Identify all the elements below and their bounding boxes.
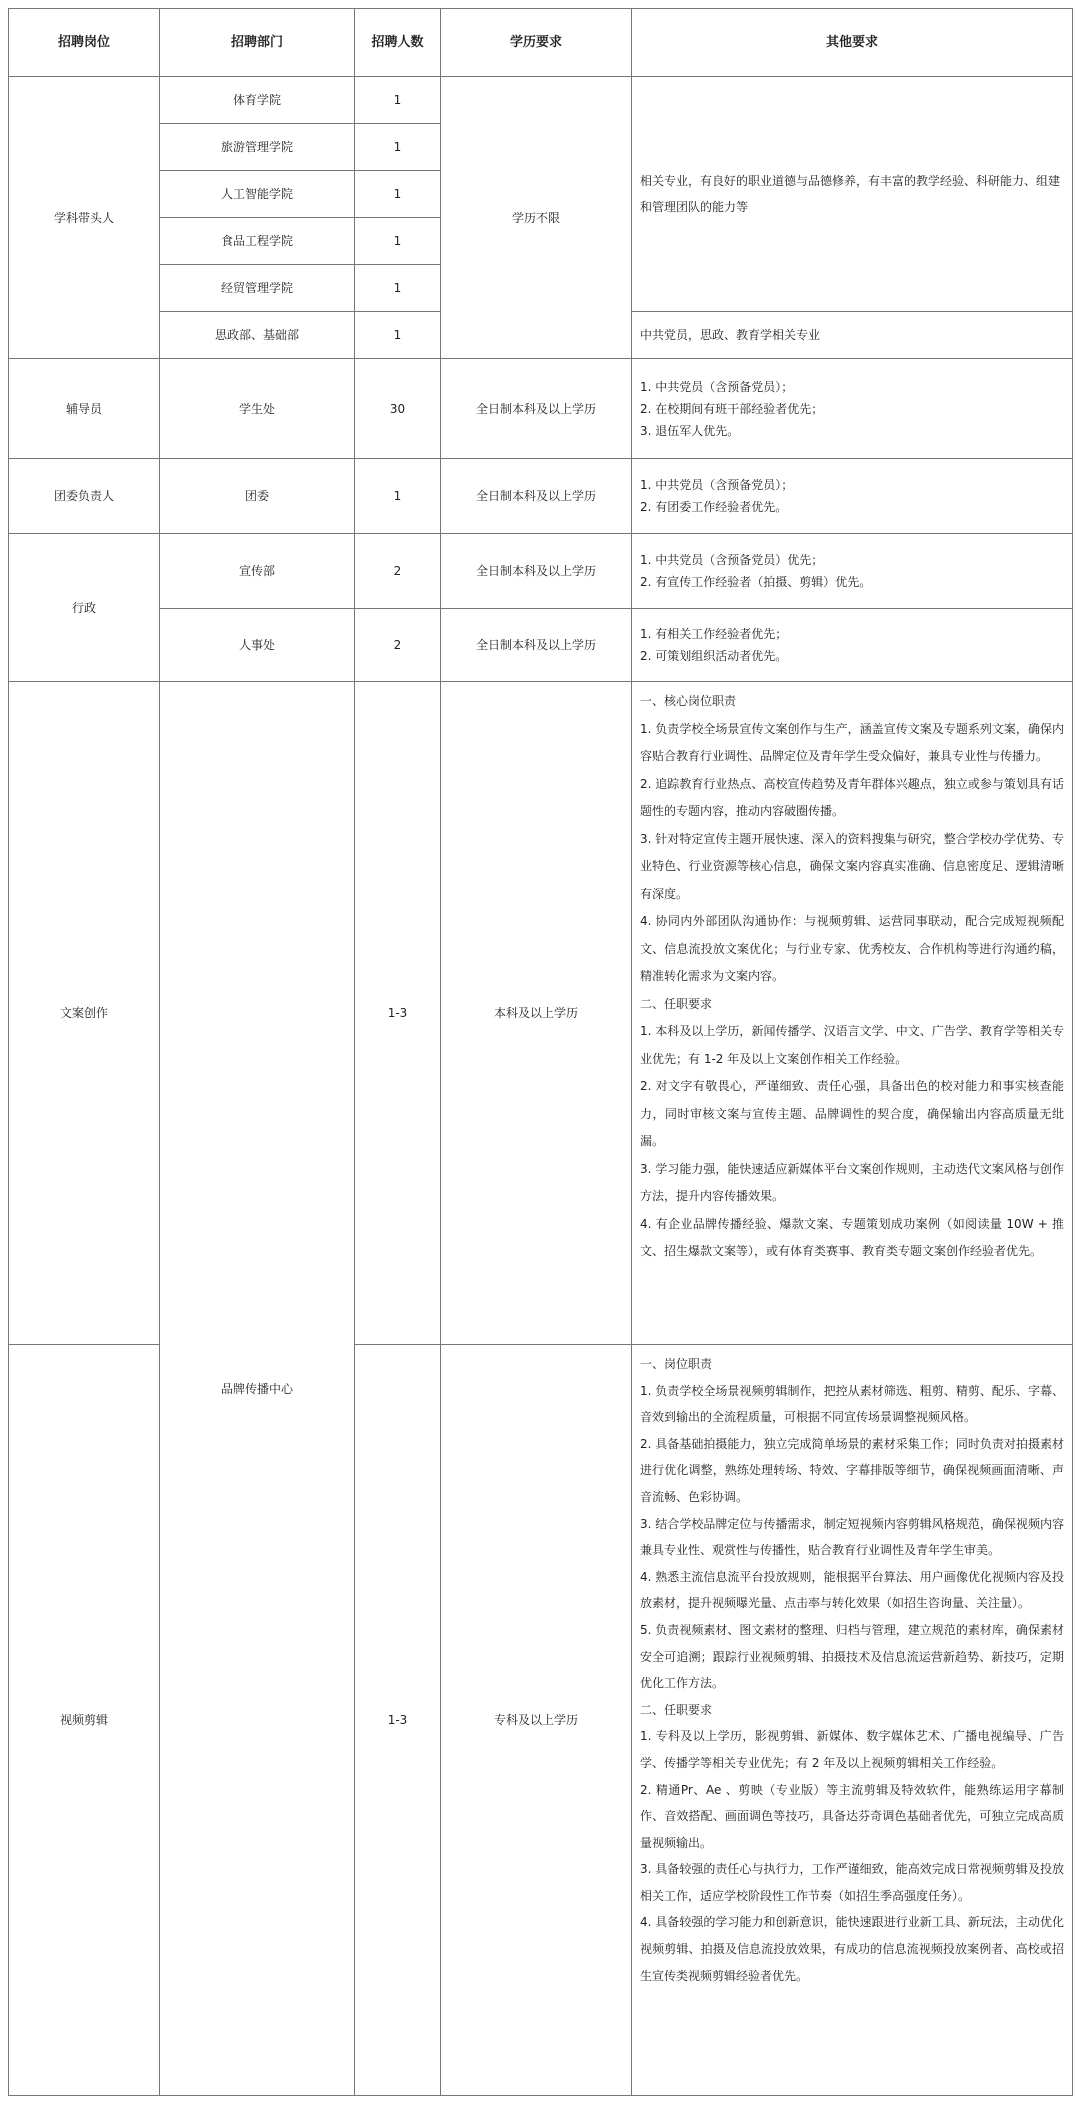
list-item: 2. 有宣传工作经验者（拍摄、剪辑）优先。 xyxy=(640,575,872,589)
copywriting-count: 1-3 xyxy=(355,682,441,1345)
list-item: 2. 对文字有敬畏心，严谨细致、责任心强，具备出色的校对能力和事实核查能力，同时审核文案与宣传主题、品牌调性的契合度，确保输出内容高质量无纰漏。 xyxy=(640,1079,1064,1148)
table-row xyxy=(9,609,1073,682)
league-education: 全日制本科及以上学历 xyxy=(441,459,632,534)
admin-position: 行政 xyxy=(9,534,160,682)
leaders-count-2: 1 xyxy=(355,171,441,218)
leaders-count-1: 1 xyxy=(355,124,441,171)
admin-dept-0: 宣传部 xyxy=(160,534,355,609)
list-item: 4. 协同内外部团队沟通协作：与视频剪辑、运营同事联动，配合完成短视频配文、信息流投放文案优化；与行业专家、优秀校友、合作机构等进行沟通约稿，精准转化需求为文案内容。 xyxy=(640,914,1064,983)
recruitment-table xyxy=(8,8,1073,2096)
counselor-education: 全日制本科及以上学历 xyxy=(441,359,632,459)
leaders-dept-1: 旅游管理学院 xyxy=(160,124,355,171)
league-other xyxy=(632,459,1073,534)
leaders-count-4: 1 xyxy=(355,265,441,312)
header-other: 其他要求 xyxy=(632,9,1073,77)
list-item: 3. 结合学校品牌定位与传播需求，制定短视频内容剪辑风格规范，确保视频内容兼具专业性、观赏性与传播性，贴合教育行业调性及青年学生审美。 xyxy=(640,1516,1064,1558)
admin-other-0 xyxy=(632,534,1073,609)
counselor-department: 学生处 xyxy=(160,359,355,459)
counselor-count: 30 xyxy=(355,359,441,459)
list-item: 1. 本科及以上学历，新闻传播学、汉语言文学、中文、广告学、教育学等相关专业优先；有 1-2 年及以上文案创作相关工作经验。 xyxy=(640,1024,1064,1066)
list-item: 1. 专科及以上学历，影视剪辑、新媒体、数字媒体艺术、广播电视编导、广告学、传播学等相关专业优先；有 2 年及以上视频剪辑相关工作经验。 xyxy=(640,1729,1064,1770)
video-count: 1-3 xyxy=(355,1345,441,2096)
admin-count-0: 2 xyxy=(355,534,441,609)
list-item: 1. 中共党员（含预备党员）； xyxy=(640,478,794,492)
league-department: 团委 xyxy=(160,459,355,534)
admin-other-1 xyxy=(632,609,1073,682)
table-row xyxy=(9,77,1073,124)
table-row xyxy=(9,534,1073,609)
list-item: 2. 追踪教育行业热点、高校宣传趋势及青年群体兴趣点，独立或参与策划具有话题性的专题内容，推动内容破圈传播。 xyxy=(640,776,1064,818)
list-item: 3. 学习能力强，能快速适应新媒体平台文案创作规则，主动迭代文案风格与创作方法，提升内容传播效果。 xyxy=(640,1161,1064,1203)
list-item: 1. 负责学校全场景宣传文案创作与生产，涵盖宣传文案及专题系列文案，确保内容贴合教育行业调性、品牌定位及青年学生受众偏好，兼具专业性与传播力。 xyxy=(640,721,1064,763)
leaders-other: 相关专业，有良好的职业道德与品德修养，有丰富的教学经验、科研能力、组建和管理团队的能力等 xyxy=(632,77,1073,312)
header-education: 学历要求 xyxy=(441,9,632,77)
leaders-dept-5: 思政部、基础部 xyxy=(160,312,355,359)
leaders-count-5: 1 xyxy=(355,312,441,359)
counselor-other xyxy=(632,359,1073,459)
admin-education-0: 全日制本科及以上学历 xyxy=(441,534,632,609)
list-item: 1. 负责学校全场景视频剪辑制作，把控从素材筛选、粗剪、精剪、配乐、字幕、音效到输出的全流程质量，可根据不同宣传场景调整视频风格。 xyxy=(640,1383,1064,1425)
league-count: 1 xyxy=(355,459,441,534)
leaders-count-3: 1 xyxy=(355,218,441,265)
list-item: 3. 具备较强的责任心与执行力，工作严谨细致，能高效完成日常视频剪辑及投放相关工作，适应学校阶段性工作节奏（如招生季高强度任务）。 xyxy=(640,1862,1064,1903)
list-item: 1. 中共党员（含预备党员）优先； xyxy=(640,553,824,567)
copywriting-position: 文案创作 xyxy=(9,682,160,1345)
table-row xyxy=(9,682,1073,1345)
list-item: 二、任职要求 xyxy=(640,1702,713,1717)
leaders-dept-4: 经贸管理学院 xyxy=(160,265,355,312)
list-item: 5. 负责视频素材、图文素材的整理、归档与管理，建立规范的素材库，确保素材安全可追溯；跟踪行业视频剪辑、拍摄技术及信息流运营新趋势、新技巧，定期优化工作方法。 xyxy=(640,1622,1064,1691)
video-position: 视频剪辑 xyxy=(9,1345,160,2096)
list-item: 2. 在校期间有班干部经验者优先； xyxy=(640,401,824,416)
copywriting-education: 本科及以上学历 xyxy=(441,682,632,1345)
list-item: 2. 有团委工作经验者优先。 xyxy=(640,500,788,514)
list-item: 二、任职要求 xyxy=(640,996,713,1011)
leaders-dept-3: 食品工程学院 xyxy=(160,218,355,265)
leaders-position: 学科带头人 xyxy=(9,77,160,359)
admin-count-1: 2 xyxy=(355,609,441,682)
counselor-position: 辅导员 xyxy=(9,359,160,459)
list-item: 一、核心岗位职责 xyxy=(640,694,737,708)
header-department: 招聘部门 xyxy=(160,9,355,77)
leaders-education: 学历不限 xyxy=(441,77,632,359)
list-item: 3. 退伍军人优先。 xyxy=(640,423,740,438)
list-item: 2. 可策划组织活动者优先。 xyxy=(640,649,788,663)
video-education: 专科及以上学历 xyxy=(441,1345,632,2096)
list-item: 2. 具备基础拍摄能力，独立完成简单场景的素材采集工作；同时负责对拍摄素材进行优化调整，熟练处理转场、特效、字幕排版等细节，确保视频画面清晰、声音流畅、色彩协调。 xyxy=(640,1436,1064,1504)
admin-education-1: 全日制本科及以上学历 xyxy=(441,609,632,682)
league-position: 团委负责人 xyxy=(9,459,160,534)
brand-department: 品牌传播中心 xyxy=(160,682,355,2096)
header-position: 招聘岗位 xyxy=(9,9,160,77)
list-item: 3. 针对特定宣传主题开展快速、深入的资料搜集与研究，整合学校办学优势、专业特色、行业资源等核心信息，确保文案内容真实准确、信息密度足、逻辑清晰有深度。 xyxy=(640,831,1064,901)
list-item: 一、岗位职责 xyxy=(640,1357,713,1371)
leaders-dept-0: 体育学院 xyxy=(160,77,355,124)
leaders-dept-2: 人工智能学院 xyxy=(160,171,355,218)
table-row xyxy=(9,459,1073,534)
video-other xyxy=(632,1345,1073,2096)
copywriting-other xyxy=(632,682,1073,1345)
list-item: 4. 有企业品牌传播经验、爆款文案、专题策划成功案例（如阅读量 10W + 推文、招生爆款文案等），或有体育类赛事、教育类专题文案创作经验者优先。 xyxy=(640,1216,1064,1258)
list-item: 1. 中共党员（含预备党员）； xyxy=(640,379,794,394)
list-item: 1. 有相关工作经验者优先； xyxy=(640,627,788,641)
header-row xyxy=(9,9,1073,77)
list-item: 4. 具备较强的学习能力和创新意识，能快速跟进行业新工具、新玩法，主动优化视频剪辑、拍摄及信息流投放效果，有成功的信息流视频投放案例者、高校或招生宣传类视频剪辑经验者优先。 xyxy=(640,1915,1064,1983)
leaders-other-5: 中共党员，思政、教育学相关专业 xyxy=(632,312,1073,359)
table-row xyxy=(9,359,1073,459)
header-count: 招聘人数 xyxy=(355,9,441,77)
list-item: 4. 熟悉主流信息流平台投放规则，能根据平台算法、用户画像优化视频内容及投放素材，提升视频曝光量、点击率与转化效果（如招生咨询量、关注量）。 xyxy=(640,1569,1064,1611)
list-item: 2. 精通Pr、Ae 、剪映（专业版）等主流剪辑及特效软件，能熟练运用字幕制作、音效搭配、画面调色等技巧，具备达芬奇调色基础者优先，可独立完成高质量视频输出。 xyxy=(640,1782,1064,1850)
admin-dept-1: 人事处 xyxy=(160,609,355,682)
leaders-count-0: 1 xyxy=(355,77,441,124)
